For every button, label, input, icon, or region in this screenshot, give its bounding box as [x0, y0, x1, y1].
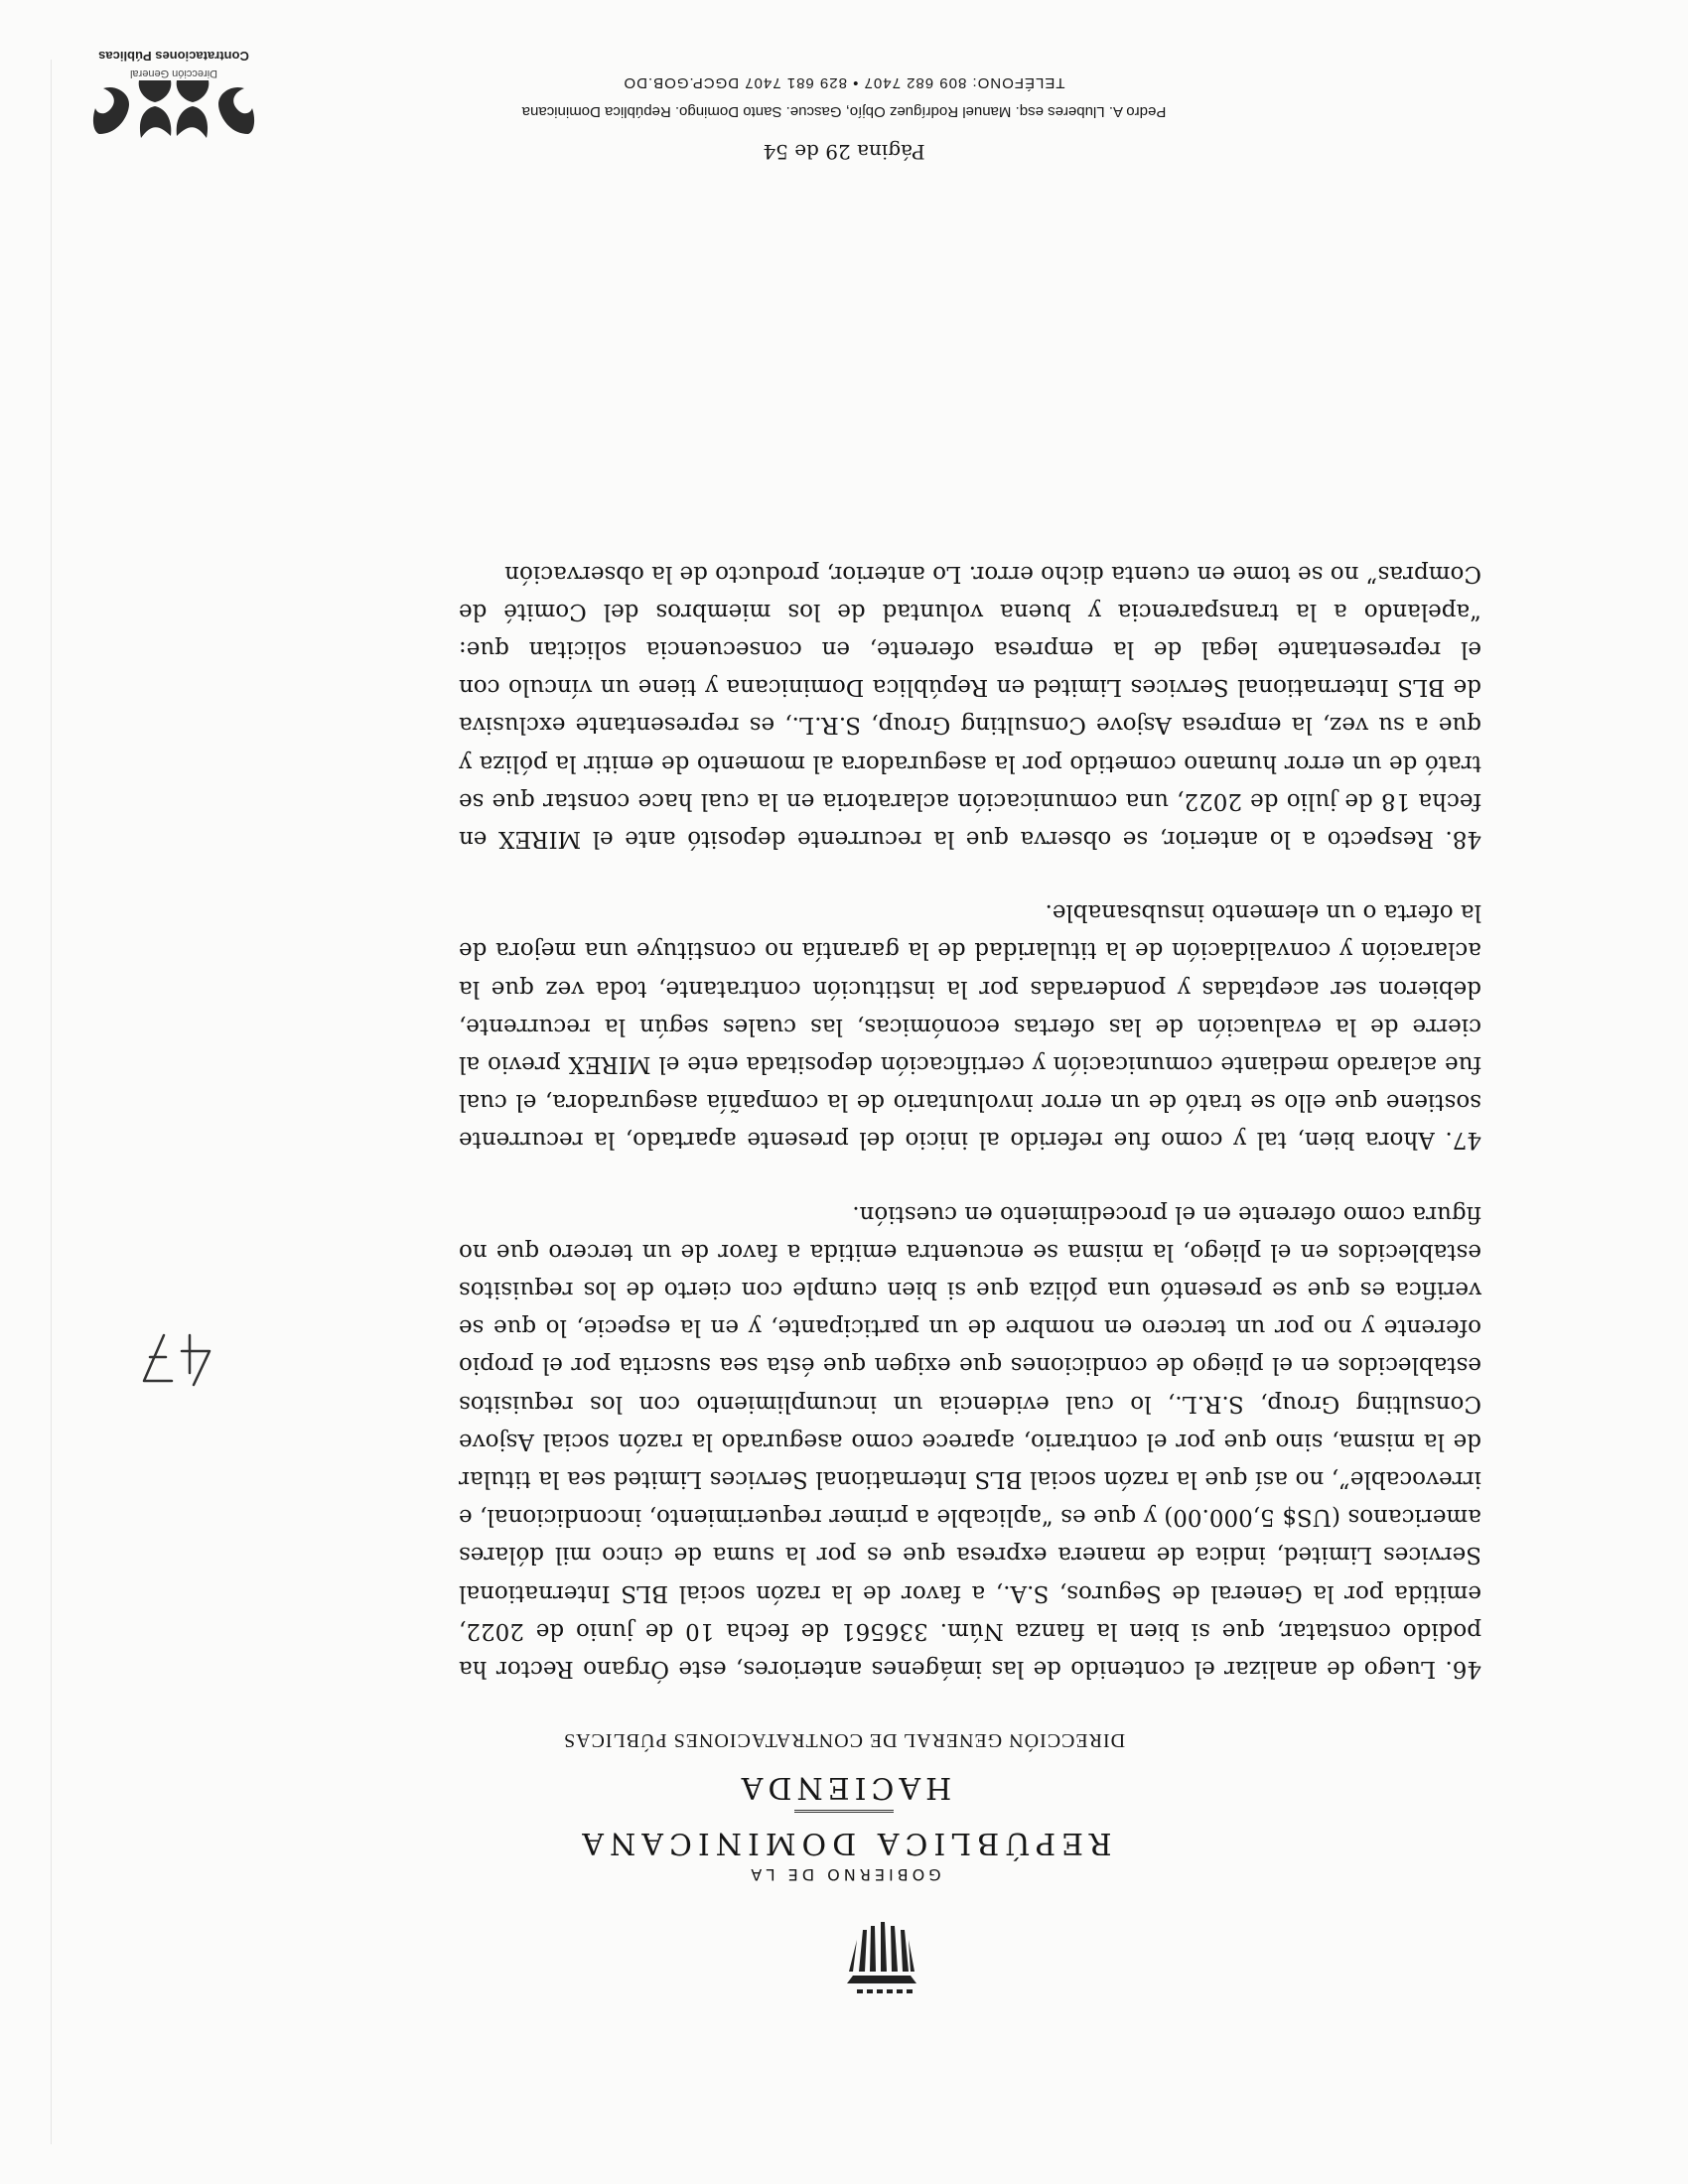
header-direccion: DIRECCIÓN GENERAL DE CONTRATACIONES PÚBLICAS — [562, 1729, 1126, 1751]
handwritten-annotation — [134, 1325, 223, 1395]
header-republica: REPÚBLICA DOMINICANA — [576, 1826, 1112, 1860]
paragraph-48: 48. Respecto a lo anterior, se observa que la recurrente depositó ante el MIREX en fecha 18 de julio de 2022, una comunicación aclaratoria en la cual hace constar que se trató de un error humano cometido por la aseguradora al momento de emitir la póliza y que a su vez, la empresa Asjove Consulting Group, S.R.L., es representante exclusiva de BLS International Services Limited en República Dominicana y tiene un vínculo con el representante legal de la empresa oferente, en consecuencia solicitan que: “apelando a la transparencia y buena voluntad de los miembros del Comité de Compras” no se tome en cuenta dicho error. Lo anterior, producto de la observación — [459, 560, 1481, 852]
footer-address: Pedro A. Lluberes esq. Manuel Rodríguez Objío, Gascue. Santo Domingo. República Dominicana — [521, 103, 1167, 120]
paragraph-46: 46. Luego de analizar el contenido de las imágenes anteriores, este Órgano Rector ha podido constatar, que si bien la fianza Núm. 336561 de fecha 10 de junio de 2022, emitida por la General de Seguros, S.A., a favor de la razón social BLS International Services Limited, indica de manera expresa que es por la suma de cinco mil dólares americanos (US$ 5,000.00) y que es “aplicable a primer requerimiento, incondicional, e irrevocable”, no así que la razón social BLS International Services Limited sea la titular de la misma, sino que por el contrario, aparece como asegurado la razón social Asjove Consulting Group, S.R.L., lo cual evidencia un incumplimiento con los requisitos establecidos en el pliego de condiciones que exigen que ésta sea suscrita por el propio oferente y no por un tercero en nombre de un participante, y en la especie, lo que se verifica es que se presentó una póliza que si bien cumple con cierto de los requisitos establecidos en el pliego, la misma se encuentra emitida a favor de un tercero que no figura como oferente en el procedimiento en cuestión. — [459, 1200, 1481, 1682]
logo-name: Contrataciones Públicas — [98, 49, 249, 64]
header-gobierno: GOBIERNO DE LA — [747, 1865, 941, 1884]
header-divider — [794, 1810, 894, 1813]
dgcp-logo-icon — [89, 74, 258, 144]
footer-phone: TELÉFONO: 809 682 7407 • 829 681 7407 DGCP.GOB.DO — [623, 74, 1065, 91]
document-body — [459, 518, 1481, 1688]
government-seal-icon — [841, 1914, 922, 1995]
header-hacienda: HACIENDA — [736, 1770, 952, 1805]
paragraph-47: 47. Ahora bien, tal y como fue referido al inicio del presente apartado, la recurrente sostiene que ello se trató de un error involuntario de la compañía aseguradora, el cual fue aclarado mediante comunicación y certificación depositada ente el MIREX previo al cierre de la evaluación de las ofertas económicas, las cuales según la recurrente, debieron ser aceptadas y ponderadas por la institución contratante, toda vez que la aclaración y convalidación de la titularidad de la garantía no constituye una mejora de la oferta o un elemento insubsanable. — [459, 899, 1481, 1154]
logo-subtitle: Dirección General — [129, 68, 218, 79]
page-number: Página 29 de 54 — [763, 140, 925, 164]
